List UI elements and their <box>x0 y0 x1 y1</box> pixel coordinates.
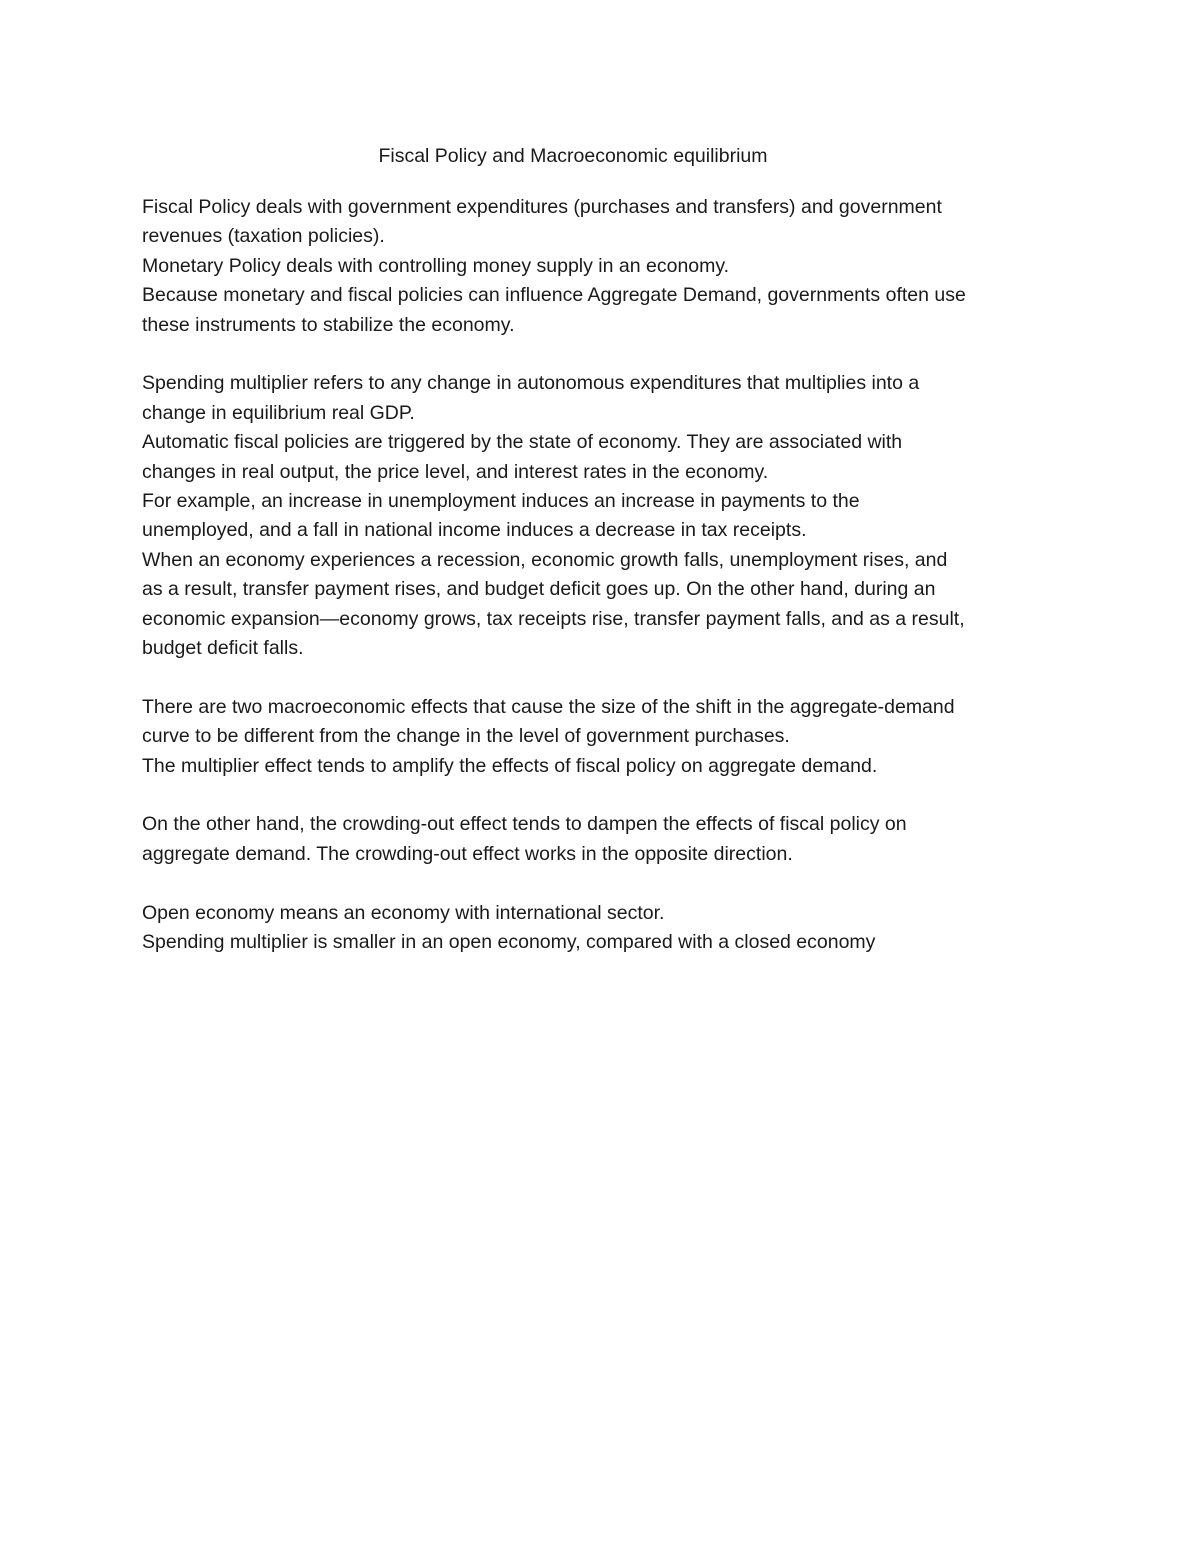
body-line: change in equilibrium real GDP. <box>142 401 415 424</box>
paragraph-gap <box>142 781 1072 810</box>
body-line: as a result, transfer payment rises, and budget deficit goes up. On the other hand, during an <box>142 578 936 601</box>
body-line: There are two macroeconomic effects that cause the size of the shift in the aggregate-demand <box>142 695 955 718</box>
body-line: Spending multiplier refers to any change in autonomous expenditures that multiplies into a <box>142 372 920 395</box>
body-line: For example, an increase in unemployment induces an increase in payments to the <box>142 490 860 513</box>
paragraph-gap <box>142 869 1072 898</box>
body-line: unemployed, and a fall in national income induces a decrease in tax receipts. <box>142 519 807 542</box>
body-line: changes in real output, the price level, and interest rates in the economy. <box>142 460 769 483</box>
body-line: Open economy means an economy with international sector. <box>142 901 665 924</box>
body-line: When an economy experiences a recession, economic growth falls, unemployment rises, and <box>142 548 948 571</box>
body-line: economic expansion—economy grows, tax receipts rise, transfer payment falls, and as a result, <box>142 607 965 630</box>
body-line: Because monetary and fiscal policies can influence Aggregate Demand, governments often use <box>142 284 966 307</box>
document-body <box>142 193 1072 958</box>
body-line: curve to be different from the change in the level of government purchases. <box>142 725 790 748</box>
body-line: Fiscal Policy deals with government expenditures (purchases and transfers) and government <box>142 196 942 218</box>
paragraph-gap <box>142 663 1072 692</box>
body-line: The multiplier effect tends to amplify the effects of fiscal policy on aggregate demand. <box>142 754 878 777</box>
body-line: aggregate demand. The crowding-out effect works in the opposite direction. <box>142 842 793 865</box>
body-line: these instruments to stabilize the economy. <box>142 313 515 336</box>
body-line: budget deficit falls. <box>142 637 304 660</box>
body-line: Monetary Policy deals with controlling money supply in an economy. <box>142 254 730 277</box>
body-line: On the other hand, the crowding-out effect tends to dampen the effects of fiscal policy on <box>142 813 907 836</box>
paragraph-gap <box>142 340 1072 369</box>
body-line: Spending multiplier is smaller in an open economy, compared with a closed economy <box>142 931 876 954</box>
body-line: Automatic fiscal policies are triggered by the state of economy. They are associated with <box>142 431 903 454</box>
body-line: revenues (taxation policies). <box>142 225 385 248</box>
document-title: Fiscal Policy and Macroeconomic equilibrium <box>378 145 768 167</box>
